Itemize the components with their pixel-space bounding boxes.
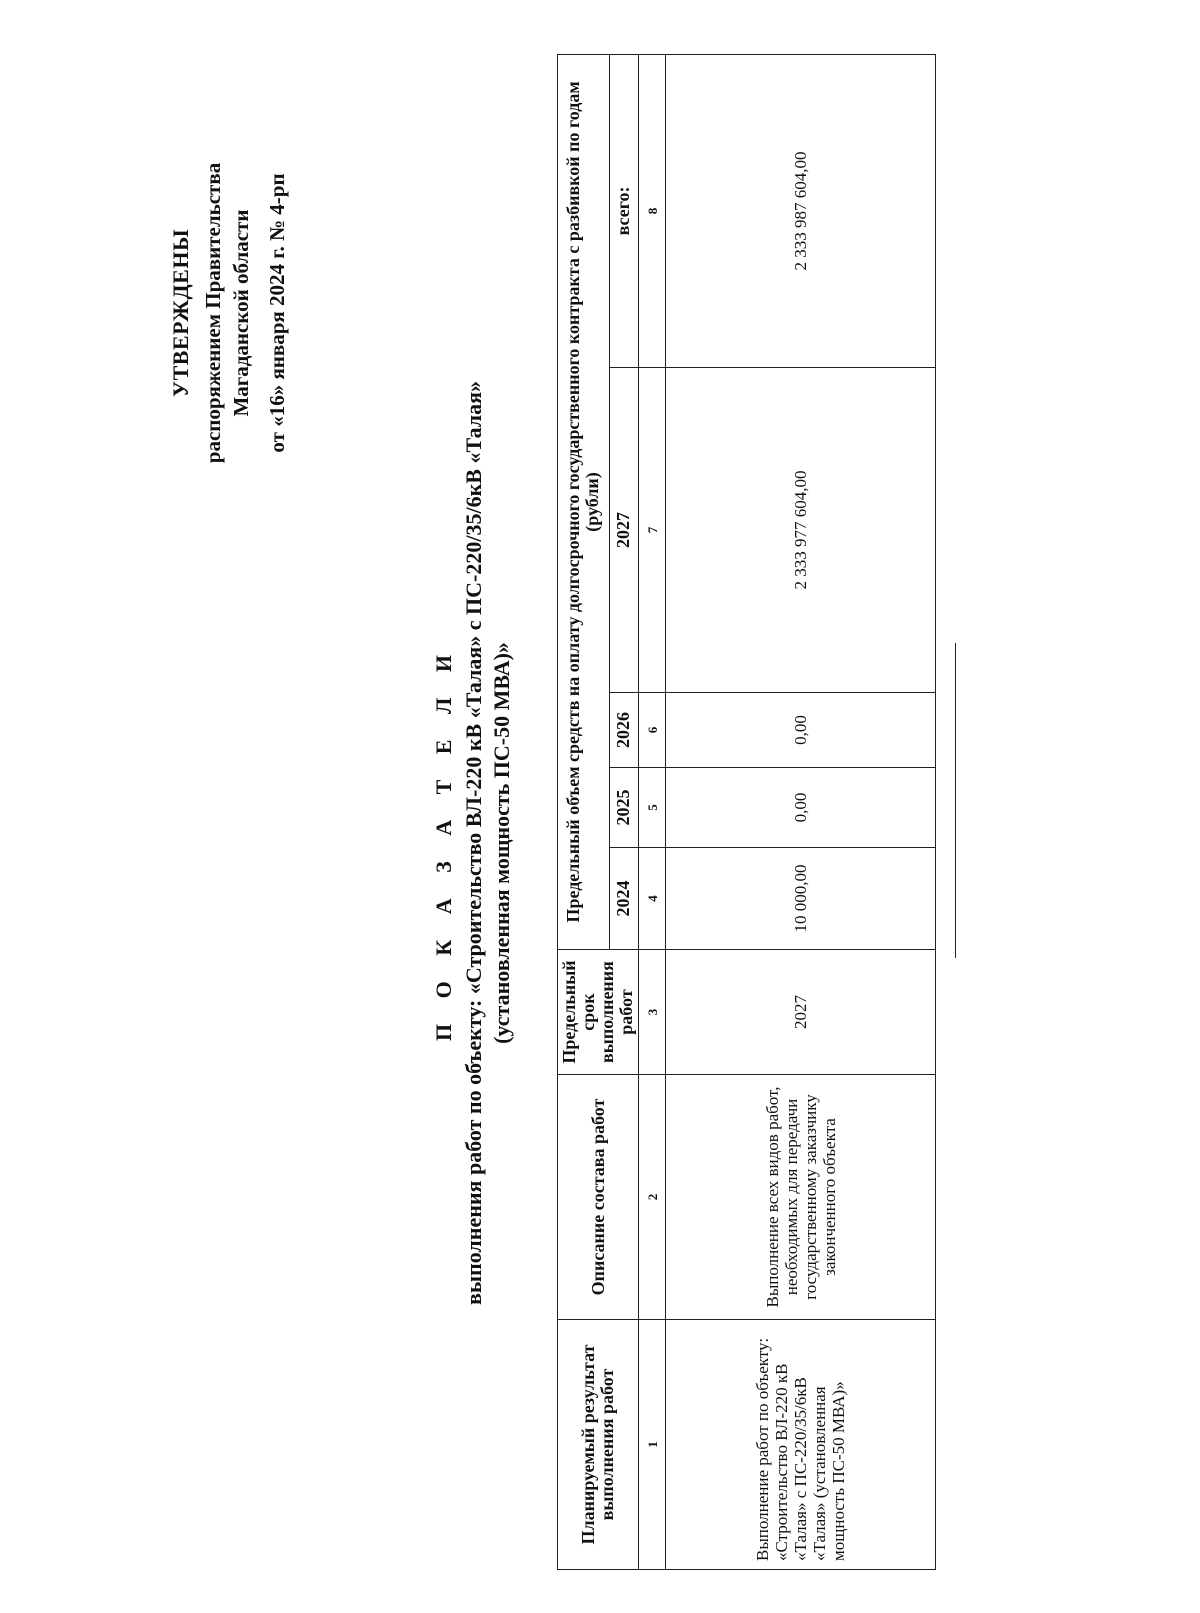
- cell-description: Выполнение всех видов работ, необходимых для передачи государственному заказчику законченного объекта: [666, 1075, 936, 1320]
- header-funding-group: Предельный объем средств на оплату долгосрочного государственного контракта с разбивкой по годам (рубли): [558, 54, 610, 949]
- header-description: Описание состава работ: [558, 1075, 639, 1320]
- cell-result: Выполнение работ по объекту: «Строительство ВЛ-220 кВ «Талая» с ПС-220/35/6кВ «Талая» (установленная мощность ПС-50 МВА)»: [666, 1320, 936, 1570]
- header-year-2025: 2025: [609, 768, 638, 848]
- column-number: 7: [639, 368, 666, 693]
- header-year-2024: 2024: [609, 848, 638, 950]
- column-number: 8: [639, 54, 666, 367]
- cell-deadline: 2027: [666, 950, 936, 1075]
- document-subtitle-line-1: выполнения работ по объекту: «Строительство ВЛ-220 кВ «Талая» с ПС-220/35/6кВ «Талая»: [461, 380, 486, 1306]
- column-number: 6: [639, 693, 666, 768]
- approval-date: от «16» января 2024 г. № 4-рп: [265, 173, 289, 453]
- column-number: 2: [639, 1075, 666, 1320]
- header-total: всего:: [609, 54, 638, 367]
- header-year-2026: 2026: [609, 693, 638, 768]
- header-row-1: [558, 54, 610, 1569]
- approval-line-1: распоряжением Правительства: [201, 162, 225, 464]
- approval-line-2: Магаданской области: [229, 209, 253, 417]
- column-number-row: [639, 54, 666, 1569]
- header-result: Планируемый результат выполнения работ: [558, 1320, 639, 1570]
- header-deadline: Предельный срок выполнения работ: [558, 950, 639, 1075]
- cell-2027: 2 333 977 604,00: [666, 368, 936, 693]
- document-title: [430, 223, 516, 1463]
- cell-total: 2 333 987 604,00: [666, 54, 936, 367]
- document-heading: П О К А З А Т Е Л И: [431, 645, 456, 1041]
- indicators-table: [557, 54, 936, 1570]
- closing-rule: [955, 643, 956, 958]
- header-year-2027: 2027: [609, 368, 638, 693]
- document-subtitle-line-2: (установленная мощность ПС-50 МВА)»: [489, 642, 514, 1044]
- cell-2026: 0,00: [666, 693, 936, 768]
- column-number: 4: [639, 848, 666, 950]
- cell-2025: 0,00: [666, 768, 936, 848]
- approval-stamp: [168, 93, 290, 533]
- column-number: 5: [639, 768, 666, 848]
- cell-2024: 10 000,00: [666, 848, 936, 950]
- table-row: [666, 54, 936, 1569]
- column-number: 3: [639, 950, 666, 1075]
- approval-title: УТВЕРЖДЕНЫ: [168, 228, 193, 398]
- column-number: 1: [639, 1320, 666, 1570]
